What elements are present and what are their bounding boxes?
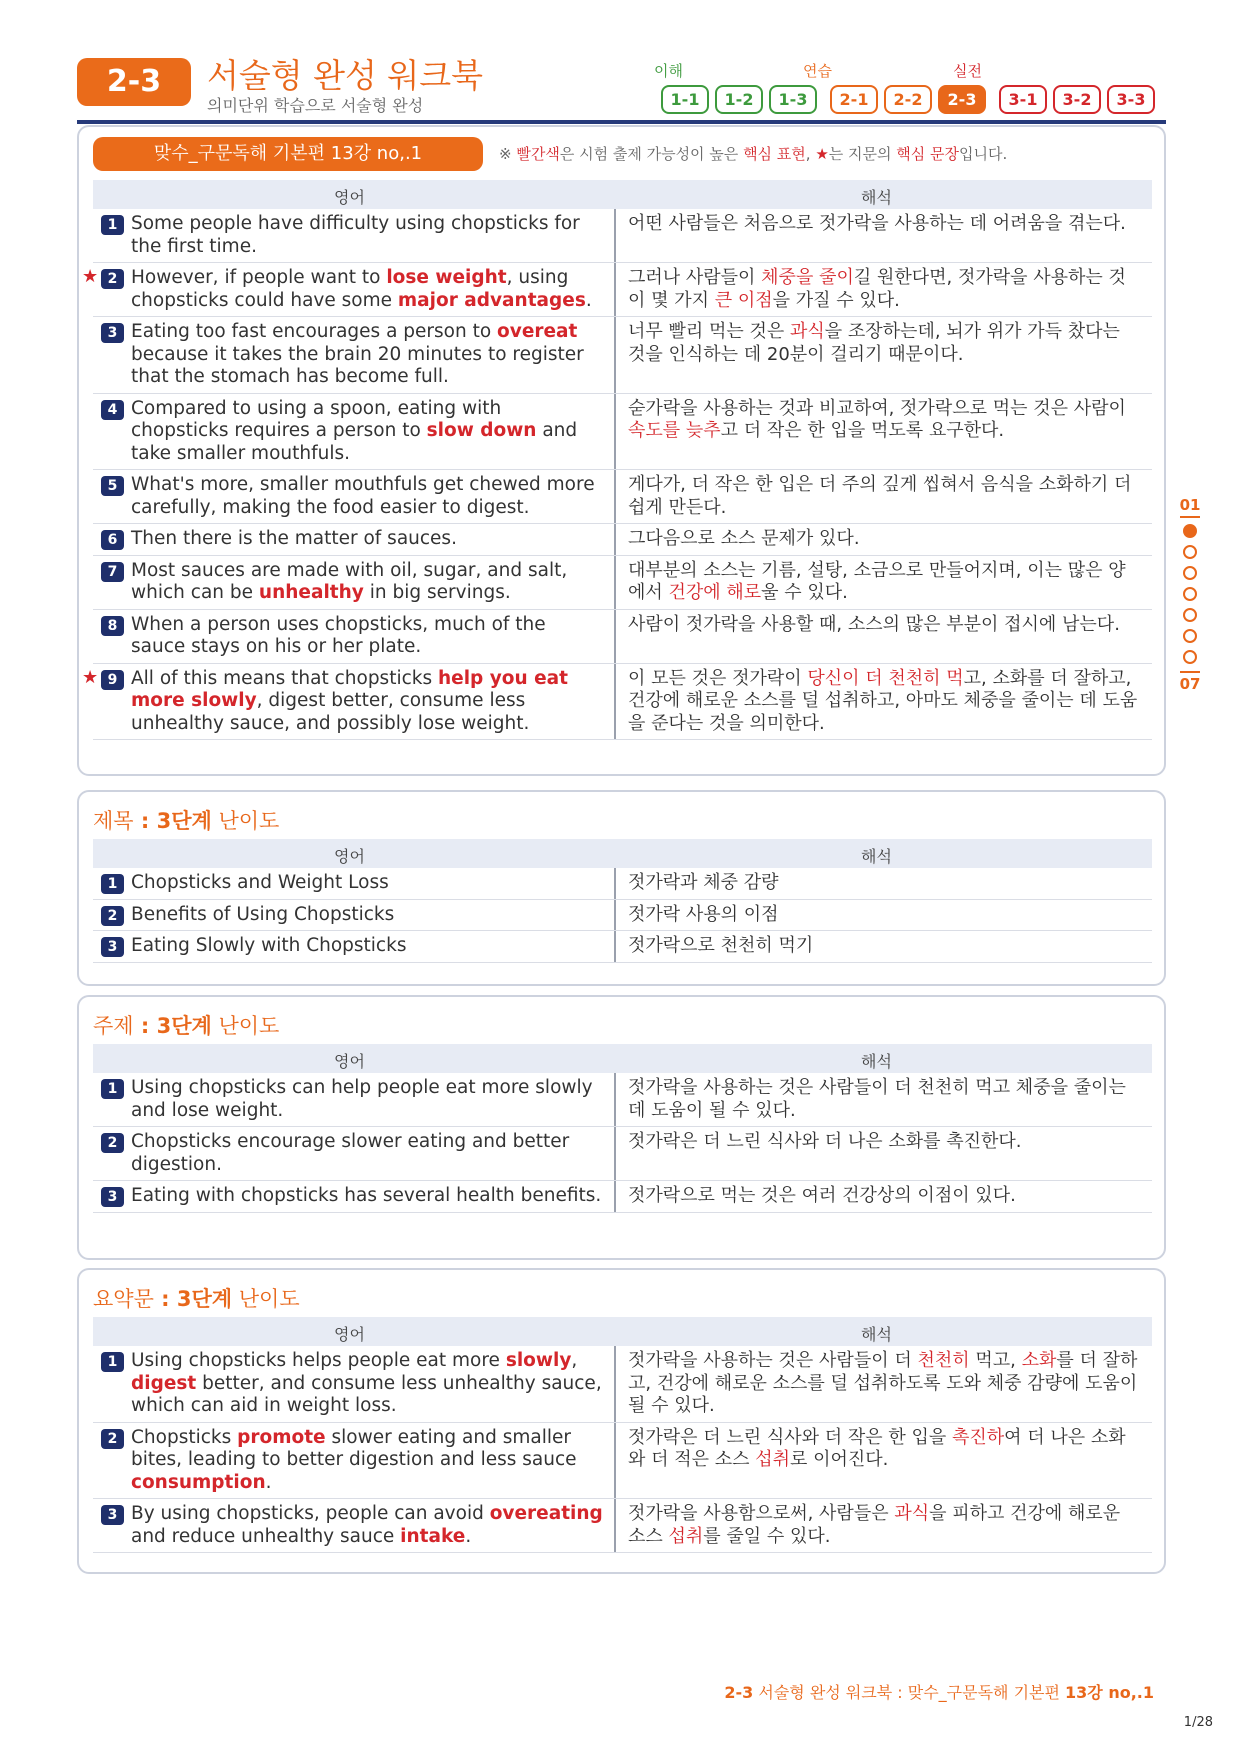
- key-expression: unhealthy: [258, 582, 364, 603]
- korean-cell: [616, 1127, 1152, 1180]
- step-2-2[interactable]: 2-2: [884, 85, 932, 114]
- korean-cell: [616, 1073, 1152, 1126]
- row-number: 4: [101, 400, 124, 420]
- text-segment: 을 피하고 건강에 해로운 소스: [628, 1503, 1121, 1547]
- footer-lesson-suffix: 강 no,.1: [1087, 1683, 1154, 1702]
- row-number: 8: [101, 616, 124, 636]
- step-3-3[interactable]: 3-3: [1107, 85, 1155, 114]
- english-cell: [93, 1127, 616, 1180]
- table-header: [93, 1044, 1152, 1073]
- key-expression: 천천히: [917, 1350, 970, 1371]
- korean-cell: [616, 931, 1152, 962]
- english-cell: [93, 1073, 616, 1126]
- text-segment: 이 모든 것은 젓가락이: [628, 667, 808, 689]
- text-segment: 숟가락을 사용하는 것과 비교하여, 젓가락으로 먹는 것은 사람이: [628, 397, 1126, 419]
- level-practice: 연습: [803, 62, 832, 80]
- side-nav-start: 01: [1179, 496, 1201, 514]
- text-segment: Eating Slowly with Chopsticks: [131, 935, 407, 956]
- table-row: [93, 524, 1152, 556]
- text-segment: Most sauces are made with oil, sugar, and salt, which can be: [131, 559, 568, 603]
- note-text-3: 는 지문의: [828, 145, 897, 163]
- english-cell: [93, 931, 616, 962]
- table-row: [82, 263, 1152, 317]
- progress-dot[interactable]: [1183, 524, 1197, 538]
- text-segment: What's more, smaller mouthfuls get chewed more carefully, making the food easier to digest.: [131, 474, 595, 518]
- header-english: 영어: [334, 847, 365, 866]
- section-label: 제목: [93, 809, 134, 833]
- korean-cell: [616, 263, 1152, 316]
- table-row: [93, 1127, 1152, 1181]
- text-segment: because it takes the brain 20 minutes to register that the stomach has become full.: [131, 343, 584, 387]
- text-segment: , digest better, consume less unhealthy sauce, and possibly lose weight.: [131, 690, 530, 734]
- step-1-1[interactable]: 1-1: [661, 85, 709, 114]
- korean-cell: [616, 394, 1152, 470]
- table-row: [93, 931, 1152, 963]
- key-expression: 과식: [790, 321, 825, 342]
- row-number: 1: [101, 1352, 124, 1372]
- text-segment: By using chopsticks, people can avoid: [131, 1503, 490, 1524]
- step-1-3[interactable]: 1-3: [769, 85, 817, 114]
- sentence-table: [82, 209, 1152, 740]
- key-expression: 속도를 늦추: [628, 420, 721, 441]
- text-segment: better, and consume less unhealthy sauce, which can aid in weight loss.: [131, 1372, 602, 1416]
- page-footer: [724, 1680, 1154, 1703]
- key-expression: slow down: [426, 420, 537, 441]
- english-cell: [93, 317, 616, 393]
- table-row: [93, 868, 1152, 900]
- section-label: 주제: [93, 1014, 134, 1038]
- key-expression: digest: [131, 1372, 197, 1394]
- text-segment: in big servings.: [363, 582, 511, 603]
- text-segment: and take smaller mouthfuls.: [131, 420, 578, 464]
- section-level: 3단계: [156, 1014, 212, 1038]
- text-segment: .: [465, 1525, 472, 1547]
- header-korean: 해석: [861, 847, 892, 866]
- english-cell: [93, 1423, 616, 1499]
- row-number: 2: [101, 906, 124, 926]
- sentence-card: [77, 125, 1166, 776]
- english-cell: [93, 556, 616, 609]
- text-segment: Compared to using a spoon, eating with chopsticks requires a person to: [131, 397, 502, 441]
- korean-cell: [616, 1499, 1152, 1552]
- footer-text: 서술형 완성 워크북 : 맞수_구문독해 기본편: [753, 1683, 1066, 1702]
- topic-card: [77, 995, 1166, 1260]
- note-text-1: 은 시험 출제 가능성이 높은: [559, 145, 744, 163]
- text-segment: 젓가락을 사용함으로써, 사람들은: [628, 1503, 895, 1524]
- key-expression: major advantages: [397, 289, 586, 311]
- key-expression: 소화: [1021, 1350, 1057, 1371]
- note-star-icon: ★: [815, 145, 829, 163]
- title-card: [77, 790, 1166, 986]
- text-segment: 젓가락을 사용하는 것은 사람들이 더: [628, 1350, 918, 1371]
- english-cell: [93, 868, 616, 899]
- text-segment: Chopsticks encourage slower eating and better digestion.: [131, 1131, 570, 1175]
- section-separator: :: [153, 1287, 177, 1311]
- text-segment: 너무 빨리 먹는 것은: [628, 321, 790, 342]
- key-expression: 섭취: [755, 1449, 790, 1470]
- topic-section-heading: [93, 1010, 279, 1040]
- key-expression: 당신이 더 천천히 먹: [807, 667, 964, 689]
- progress-dot[interactable]: [1183, 608, 1197, 622]
- progress-dot[interactable]: [1183, 587, 1197, 601]
- text-segment: All of this means that chopsticks: [131, 667, 438, 689]
- text-segment: 젓가락을 사용하는 것은 사람들이 더 천천히 먹고 체중을 줄이는 데 도움이 될 수 있다.: [628, 1077, 1126, 1121]
- text-segment: 젓가락으로 먹는 것은 여러 건강상의 이점이 있다.: [628, 1185, 1016, 1206]
- level-understand: 이해: [654, 62, 683, 80]
- korean-cell: [616, 524, 1152, 555]
- english-cell: [93, 524, 616, 555]
- text-segment: 그다음으로 소스 문제가 있다.: [628, 528, 860, 549]
- section-level-suffix: 난이도: [211, 809, 280, 833]
- text-segment: Eating with chopsticks has several health benefits.: [131, 1185, 602, 1206]
- table-row: [93, 556, 1152, 610]
- text-segment: 젓가락은 더 느린 식사와 더 나은 소화를 촉진한다.: [628, 1131, 1022, 1152]
- progress-dot[interactable]: [1183, 566, 1197, 580]
- header-korean: 해석: [861, 1325, 892, 1344]
- unit-badge: 2-3: [77, 58, 191, 106]
- korean-cell: [616, 664, 1152, 740]
- text-segment: Then there is the matter of sauces.: [131, 528, 457, 549]
- text-segment: .: [265, 1471, 272, 1493]
- key-expression: 체중을 줄이: [761, 267, 854, 288]
- table-row: [93, 209, 1152, 263]
- row-number: 2: [101, 269, 124, 289]
- table-row: [82, 664, 1152, 741]
- section-level: 3단계: [156, 809, 212, 833]
- table-row: [93, 1073, 1152, 1127]
- header-korean: 해석: [861, 1052, 892, 1071]
- korean-cell: [616, 1346, 1152, 1422]
- english-cell: [93, 1346, 616, 1422]
- table-row: [93, 394, 1152, 471]
- section-separator: :: [133, 1014, 157, 1038]
- section-label: 요약문: [93, 1287, 154, 1311]
- key-expression: 건강에 해로: [668, 582, 762, 603]
- level-real: 실전: [953, 62, 982, 80]
- progress-dot[interactable]: [1183, 629, 1197, 643]
- header-korean: 해석: [861, 188, 892, 207]
- table-row: [93, 1181, 1152, 1213]
- text-segment: 길 원한다면, 젓가락을 사용하는 것이 몇 가지: [628, 267, 1126, 311]
- side-progress-nav: [1178, 496, 1202, 693]
- key-expression: help you eat more slowly: [131, 667, 568, 711]
- key-expression: 촉진하: [951, 1426, 1005, 1448]
- english-cell: [93, 470, 616, 523]
- progress-dot[interactable]: [1183, 545, 1197, 559]
- row-number: 3: [101, 323, 124, 343]
- step-2-3[interactable]: 2-3: [938, 85, 986, 114]
- table-row: [93, 1499, 1152, 1553]
- english-cell: [82, 664, 616, 740]
- summary-card: [77, 1268, 1166, 1574]
- text-segment: 를 줄일 수 있다.: [703, 1525, 831, 1547]
- step-1-2[interactable]: 1-2: [715, 85, 763, 114]
- row-number: 1: [101, 1079, 124, 1099]
- text-segment: 로 이어진다.: [790, 1449, 889, 1470]
- key-expression: overeat: [497, 321, 578, 342]
- note-text-end: 입니다.: [959, 145, 1008, 163]
- side-nav-rule: [1180, 516, 1200, 518]
- key-expression: 섭취: [668, 1525, 704, 1547]
- lesson-note: [499, 143, 1007, 164]
- note-key-expression: 핵심 표현: [743, 145, 806, 163]
- korean-cell: [616, 1423, 1152, 1499]
- table-row: [93, 1346, 1152, 1423]
- text-segment: Chopsticks: [131, 1426, 238, 1448]
- row-number: 7: [101, 562, 124, 582]
- note-text-2: ,: [805, 145, 816, 163]
- text-segment: 게다가, 더 작은 한 입은 더 주의 깊게 씹혀서 음식을 소화하기 더 쉽게 만든다.: [628, 474, 1132, 518]
- note-red-color: 빨간색: [516, 145, 560, 163]
- text-segment: 젓가락으로 천천히 먹기: [628, 935, 814, 956]
- table-row: [93, 470, 1152, 524]
- text-segment: 사람이 젓가락을 사용할 때, 소스의 많은 부분이 접시에 남는다.: [628, 613, 1120, 635]
- key-expression: slowly: [505, 1350, 572, 1371]
- text-segment: 울 수 있다.: [761, 582, 848, 603]
- korean-cell: [616, 556, 1152, 609]
- korean-cell: [616, 900, 1152, 931]
- english-cell: [93, 209, 616, 262]
- step-3-1[interactable]: 3-1: [999, 85, 1047, 114]
- table-header: [93, 1317, 1152, 1346]
- english-cell: [93, 1181, 616, 1212]
- footer-badge: 2-3: [724, 1683, 754, 1702]
- star-icon: ★: [82, 666, 99, 688]
- korean-cell: [616, 209, 1152, 262]
- title-table: [93, 868, 1152, 963]
- row-number: 1: [101, 874, 124, 894]
- row-number: 3: [101, 1505, 124, 1525]
- text-segment: Some people have difficulty using chopsticks for the first time.: [131, 213, 580, 257]
- text-segment: and reduce unhealthy sauce: [131, 1525, 401, 1547]
- korean-cell: [616, 317, 1152, 393]
- row-number: 2: [101, 1133, 124, 1153]
- table-header: [93, 839, 1152, 868]
- text-segment: 그러나 사람들이: [628, 267, 762, 288]
- text-segment: 젓가락은 더 느린 식사와 더 작은 한 입을: [628, 1426, 952, 1448]
- text-segment: Benefits of Using Chopsticks: [131, 903, 395, 925]
- text-segment: Using chopsticks can help people eat more slowly and lose weight.: [131, 1077, 593, 1121]
- text-segment: 젓가락과 체중 감량: [628, 872, 779, 893]
- row-number: 1: [101, 215, 124, 235]
- text-segment: 고 더 작은 한 입을 먹도록 요구한다.: [720, 420, 1005, 441]
- star-icon: ★: [82, 266, 99, 287]
- text-segment: slower eating and smaller bites, leading to better digestion and less sauce: [131, 1426, 577, 1470]
- text-segment: ,: [571, 1350, 578, 1371]
- text-segment: Eating too fast encourages a person to: [131, 321, 498, 342]
- table-row: [93, 1423, 1152, 1500]
- english-cell: [93, 1499, 616, 1552]
- key-expression: 과식: [894, 1503, 930, 1524]
- row-number: 9: [101, 670, 124, 690]
- text-segment: Chopsticks and Weight Loss: [131, 872, 389, 893]
- note-prefix: ※: [499, 145, 517, 163]
- page-subtitle: 의미단위 학습으로 서술형 완성: [207, 96, 424, 115]
- step-2-1[interactable]: 2-1: [830, 85, 878, 114]
- page-number: 1/28: [1183, 1715, 1213, 1730]
- page-header: [77, 50, 1166, 125]
- summary-section-heading: [93, 1283, 300, 1313]
- english-cell: [93, 900, 616, 931]
- text-segment: .: [585, 289, 592, 311]
- text-segment: 여 더 나은 소화와 더 적은 소스: [628, 1426, 1126, 1470]
- side-nav-dots: [1178, 524, 1202, 664]
- key-expression: lose weight: [386, 267, 507, 288]
- title-section-heading: [93, 805, 279, 835]
- footer-lesson-num: 13: [1065, 1683, 1088, 1702]
- text-segment: However, if people want to: [131, 267, 387, 288]
- text-segment: 젓가락 사용의 이점: [628, 903, 779, 925]
- table-row: [93, 900, 1152, 932]
- row-number: 3: [101, 937, 124, 957]
- text-segment: 를 더 잘하고, 건강에 해로운 소스를 덜 섭취하도록 도와 체중 감량에 도움이 될 수 있다.: [628, 1350, 1138, 1416]
- english-cell: [93, 610, 616, 663]
- korean-cell: [616, 470, 1152, 523]
- section-level-suffix: 난이도: [211, 1014, 280, 1038]
- text-segment: , using chopsticks could have some: [131, 267, 569, 311]
- topic-table: [93, 1073, 1152, 1213]
- section-separator: :: [133, 809, 157, 833]
- english-cell: [82, 263, 616, 316]
- table-header: [93, 180, 1152, 209]
- korean-cell: [616, 1181, 1152, 1212]
- step-3-2[interactable]: 3-2: [1053, 85, 1101, 114]
- progress-dot[interactable]: [1183, 650, 1197, 664]
- lesson-pill: 맞수_구문독해 기본편 13강 no,.1: [93, 137, 483, 171]
- header-english: 영어: [334, 1052, 365, 1071]
- korean-cell: [616, 868, 1152, 899]
- section-level: 3단계: [176, 1287, 233, 1311]
- text-segment: Using chopsticks helps people eat more: [131, 1350, 506, 1371]
- table-row: [93, 317, 1152, 394]
- row-number: 6: [101, 530, 124, 550]
- text-segment: 을 가질 수 있다.: [772, 289, 900, 311]
- row-number: 5: [101, 476, 124, 496]
- text-segment: 대부분의 소스는 기름, 설탕, 소금으로 만들어지며, 이는 많은 양에서: [628, 559, 1126, 603]
- page-title: 서술형 완성 워크북: [207, 56, 484, 95]
- section-level-suffix: 난이도: [232, 1287, 300, 1311]
- summary-table: [93, 1346, 1152, 1553]
- key-expression: consumption: [131, 1471, 266, 1493]
- key-expression: promote: [237, 1426, 326, 1448]
- note-key-sentence: 핵심 문장: [896, 145, 960, 163]
- row-number: 2: [101, 1429, 124, 1449]
- side-nav-end: 07: [1179, 675, 1201, 693]
- table-row: [93, 610, 1152, 664]
- text-segment: 을 조장하는데, 뇌가 위가 가득 찼다는 것을 인식하는 데 20분이 걸리기 때문이다.: [628, 321, 1120, 365]
- text-segment: When a person uses chopsticks, much of the sauce stays on his or her plate.: [131, 613, 546, 657]
- korean-cell: [616, 610, 1152, 663]
- key-expression: overeating: [489, 1503, 603, 1524]
- header-rule: [77, 120, 1166, 124]
- header-english: 영어: [334, 1325, 365, 1344]
- key-expression: 큰 이점: [714, 289, 773, 311]
- row-number: 3: [101, 1187, 124, 1207]
- text-segment: 어떤 사람들은 처음으로 젓가락을 사용하는 데 어려움을 겪는다.: [628, 213, 1126, 234]
- key-expression: intake: [400, 1525, 466, 1547]
- side-nav-rule: [1180, 671, 1200, 673]
- text-segment: 고, 소화를 더 잘하고, 건강에 해로운 소스를 덜 섭취하고, 아마도 체중을 줄이는 데 도움을 준다는 것을 의미한다.: [628, 667, 1138, 734]
- text-segment: 먹고,: [969, 1350, 1022, 1371]
- english-cell: [93, 394, 616, 470]
- header-english: 영어: [334, 188, 365, 207]
